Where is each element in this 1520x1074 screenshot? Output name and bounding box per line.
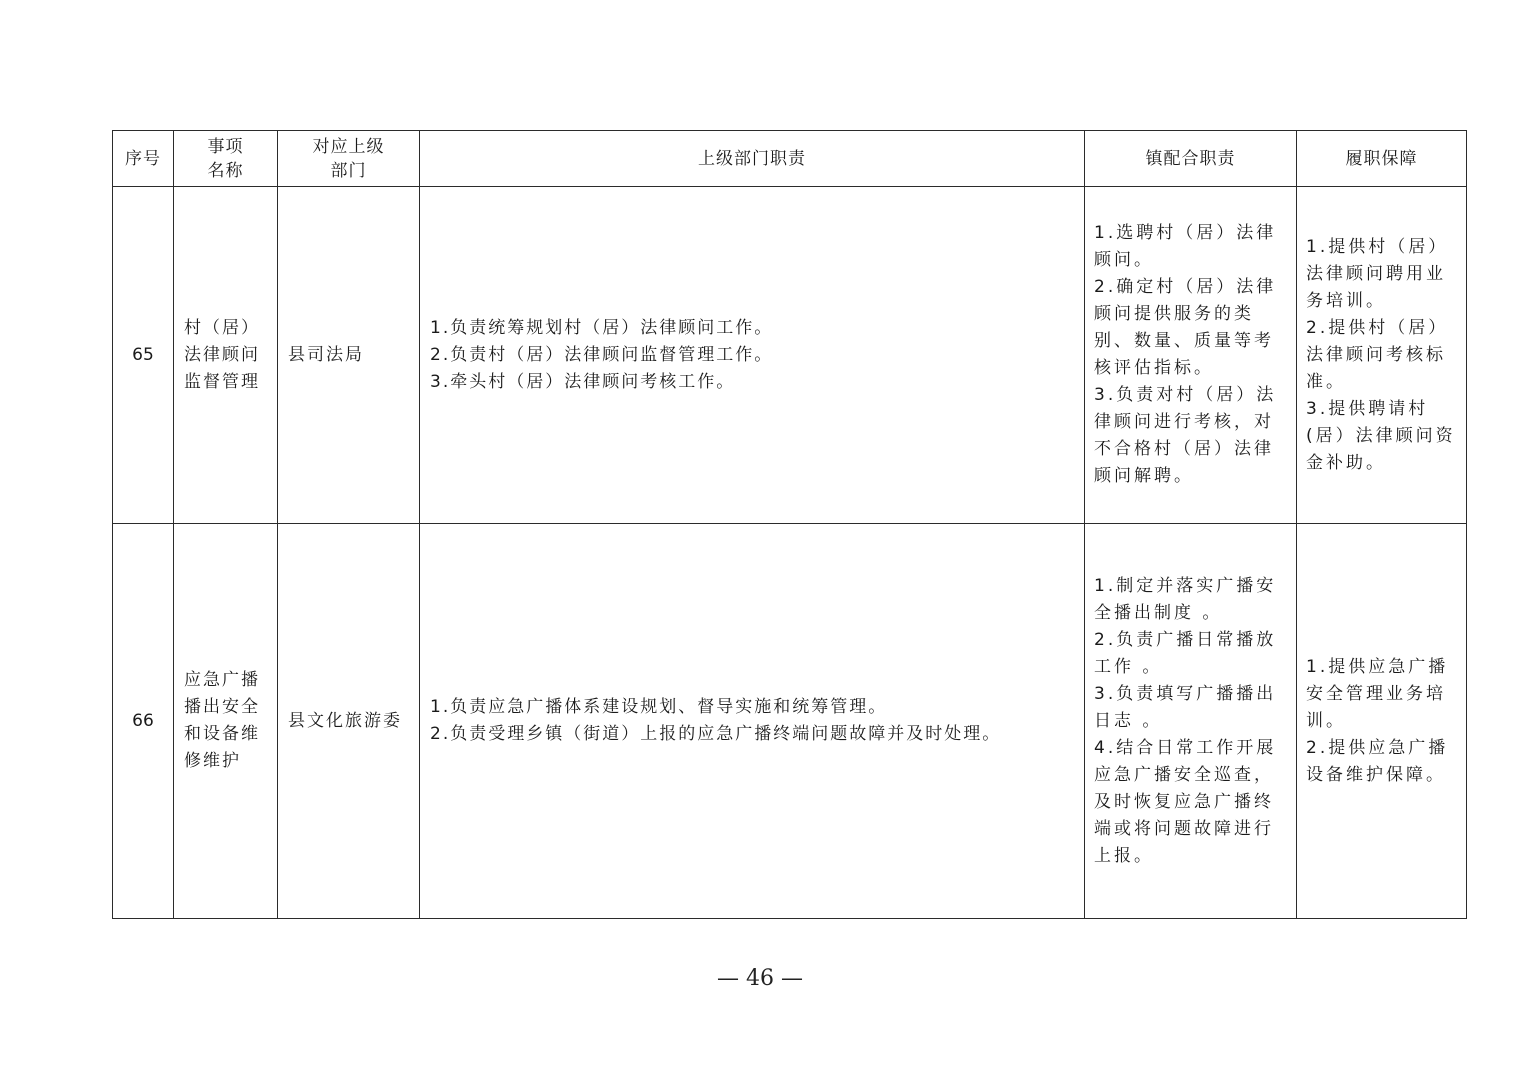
town-duty-item: 1.选聘村（居）法律顾问。: [1094, 223, 1277, 270]
header-town-duty: 镇配合职责: [1085, 131, 1297, 187]
row-town-duty: [1085, 187, 1297, 524]
item-name-line: 和设备维: [184, 724, 260, 744]
table-row: [113, 187, 1467, 524]
header-superior-dept: [278, 131, 420, 187]
row-item-name: [174, 187, 278, 524]
page-number: — 46 —: [717, 966, 803, 991]
header-item-name-line: 事项: [207, 136, 244, 157]
row-guarantee: [1297, 524, 1467, 919]
superior-duty-item: 1.负责统筹规划村（居）法律顾问工作。: [430, 317, 774, 338]
superior-duty-item: 2.负责受理乡镇（街道）上报的应急广播终端问题故障并及时处理。: [430, 724, 1002, 744]
item-name-line: 播出安全: [184, 697, 260, 717]
guarantee-item: 2.提供应急广播设备维护保障。: [1306, 737, 1449, 785]
item-name-line: 修维护: [184, 751, 241, 771]
header-guarantee: 履职保障: [1297, 131, 1467, 187]
row-seq: 65: [113, 187, 174, 524]
row-superior-dept: 县文化旅游委: [278, 524, 420, 919]
row-guarantee: [1297, 187, 1467, 524]
superior-duty-item: 1.负责应急广播体系建设规划、督导实施和统筹管理。: [430, 697, 888, 717]
row-superior-dept: 县司法局: [278, 187, 420, 524]
guarantee-item: 1.提供村（居）法律顾问聘用业务培训。: [1306, 236, 1449, 311]
item-name-line: 监督管理: [184, 371, 260, 392]
town-duty-item: 2.负责广播日常播放工作 。: [1094, 629, 1277, 677]
item-name-line: 应急广播: [184, 670, 260, 690]
header-item-name-line: 名称: [207, 160, 244, 181]
town-duty-item: 4.结合日常工作开展应急广播安全巡查，及时恢复应急广播终端或将问题故障进行上报。: [1094, 737, 1277, 866]
town-duty-item: 1.制定并落实广播安全播出制度 。: [1094, 575, 1277, 623]
town-duty-item: 2.确定村（居）法律顾问提供服务的类别、数量、质量等考核评估指标。: [1094, 277, 1277, 378]
row-town-duty: [1085, 524, 1297, 919]
superior-duty-item: 2.负责村（居）法律顾问监督管理工作。: [430, 344, 774, 365]
guarantee-item: 3.提供聘请村(居）法律顾问资金补助。: [1306, 398, 1456, 473]
header-item-name: [174, 131, 278, 187]
row-superior-duty: [420, 524, 1085, 919]
item-name-line: 法律顾问: [184, 344, 260, 365]
header-superior-duty: 上级部门职责: [420, 131, 1085, 187]
superior-duty-item: 3.牵头村（居）法律顾问考核工作。: [430, 371, 736, 392]
header-superior-dept-line: 部门: [330, 160, 367, 181]
town-duty-item: 3.负责对村（居）法律顾问进行考核，对不合格村（居）法律顾问解聘。: [1094, 385, 1277, 486]
table-header-row: [113, 131, 1467, 187]
item-name-line: 村（居）: [184, 317, 260, 338]
guarantee-item: 2.提供村（居）法律顾问考核标准。: [1306, 317, 1449, 392]
row-seq: 66: [113, 524, 174, 919]
row-superior-duty: [420, 187, 1085, 524]
town-duty-item: 3.负责填写广播播出日志 。: [1094, 683, 1277, 731]
header-superior-dept-line: 对应上级: [312, 136, 385, 157]
row-item-name: [174, 524, 278, 919]
duty-table: [112, 130, 1467, 919]
guarantee-item: 1.提供应急广播安全管理业务培训。: [1306, 656, 1449, 731]
table-row: [113, 524, 1467, 919]
header-seq: 序号: [113, 131, 174, 187]
